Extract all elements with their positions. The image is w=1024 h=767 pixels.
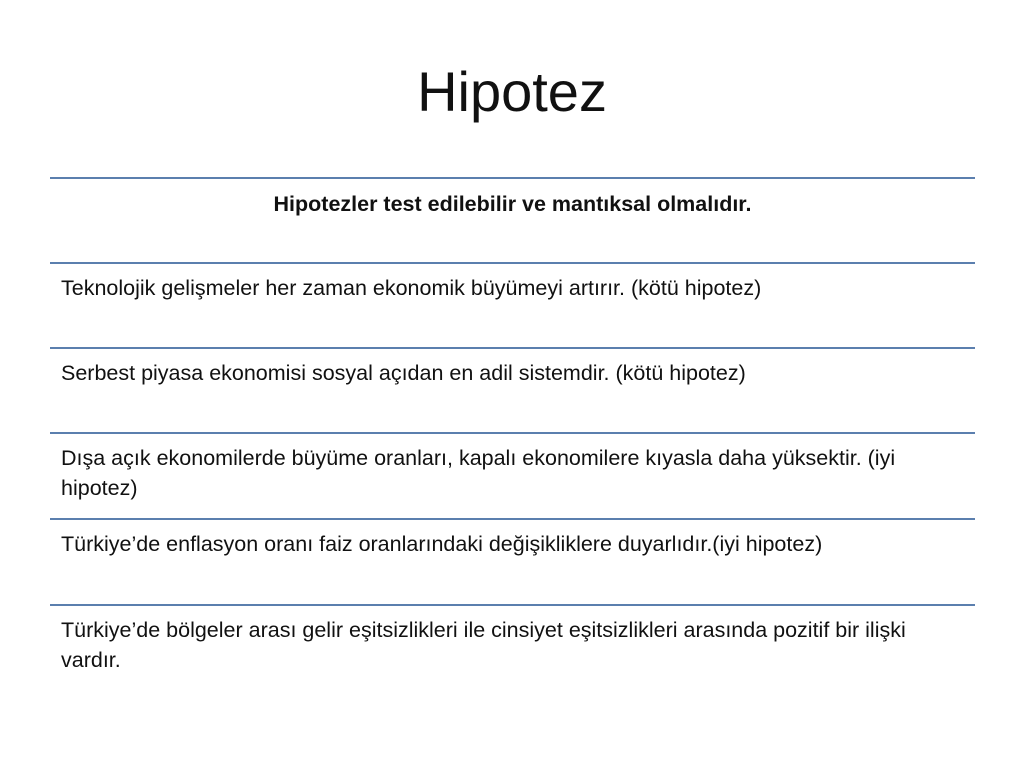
table-row: Teknolojik gelişmeler her zaman ekonomik büyümeyi artırır. (kötü hipotez) — [50, 264, 975, 349]
table-row: Türkiye’de enflasyon oranı faiz oranlarındaki değişikliklere duyarlıdır.(iyi hipotez) — [50, 520, 975, 606]
table-header: Hipotezler test edilebilir ve mantıksal olmalıdır. — [50, 179, 975, 264]
slide-title: Hipotez — [417, 60, 607, 123]
table-row: Dışa açık ekonomilerde büyüme oranları, kapalı ekonomilere kıyasla daha yüksektir. (iyi hipotez) — [50, 434, 975, 520]
table-row: Serbest piyasa ekonomisi sosyal açıdan en adil sistemdir. (kötü hipotez) — [50, 349, 975, 434]
table-row: Türkiye’de bölgeler arası gelir eşitsizlikleri ile cinsiyet eşitsizlikleri arasında pozitif bir ilişki vardır. — [61, 618, 906, 672]
hypothesis-table — [50, 177, 975, 706]
